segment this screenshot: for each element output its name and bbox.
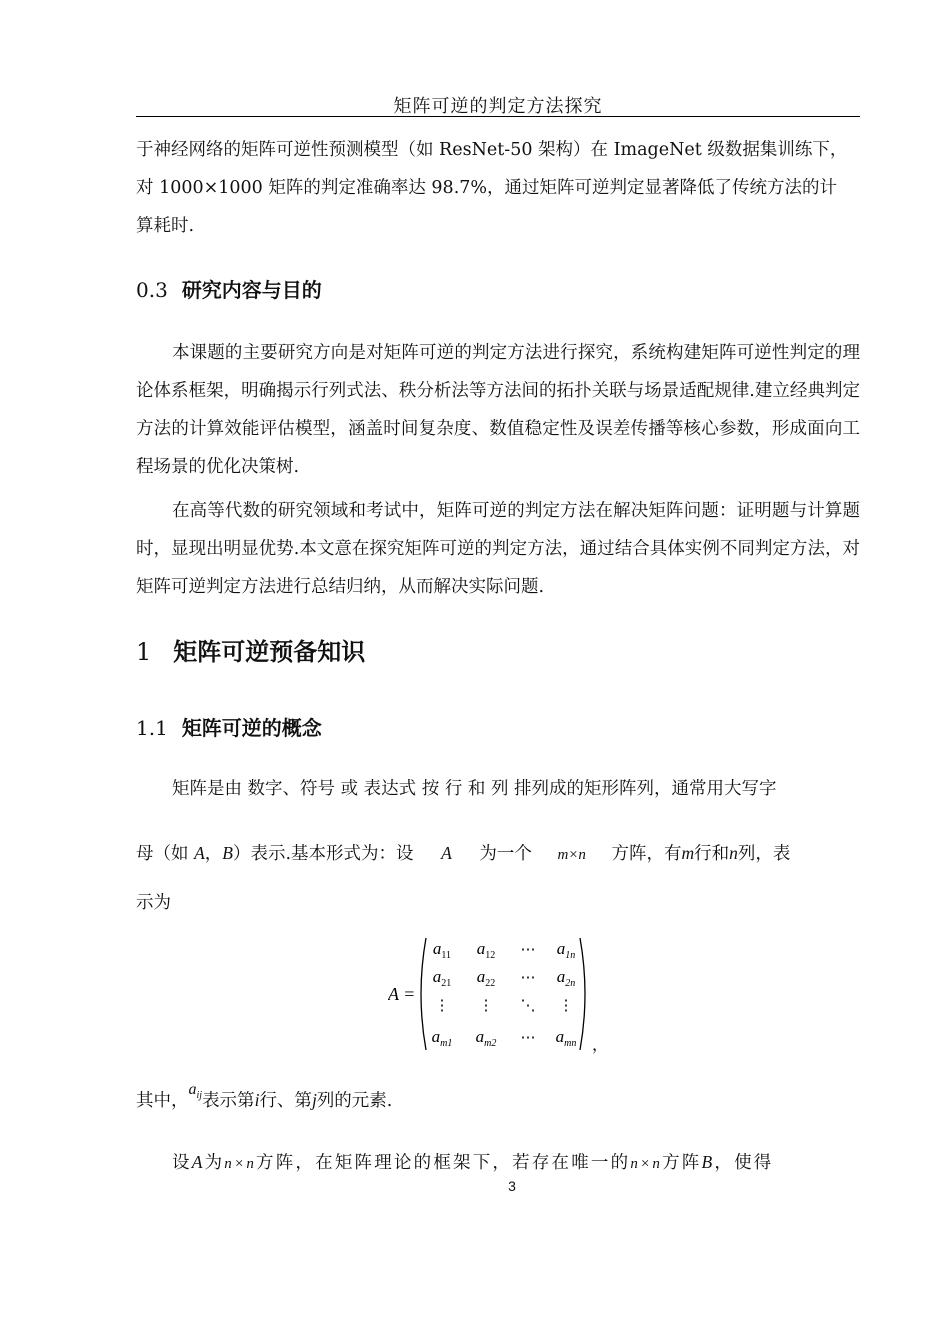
matrix-lhs: A = xyxy=(388,984,416,1004)
var-A: A xyxy=(194,843,205,863)
concept-line-3: 示为 xyxy=(136,893,171,913)
matrix-entry: ⋯ xyxy=(520,942,536,958)
intro-line-3: 算耗时. xyxy=(136,216,195,236)
matrix-entry: $a_{1n}$ xyxy=(556,939,576,961)
research-paragraph-2: 在高等代数的研究领域和考试中，矩阵可逆的判定方法在解决矩阵问题：证明题与计算题时，显现出明显优势.本文意在探究矩阵可逆的判定方法，通过结合具体实例不同判定方法，对矩阵可逆判定方法进行总结归纳，从而解决实际问题. xyxy=(136,501,860,597)
section-0-3-heading xyxy=(136,274,322,303)
var-A: A xyxy=(191,1152,205,1172)
section-number: 0.3 xyxy=(136,278,168,302)
var-nxn: n×n xyxy=(224,1156,257,1172)
text-run: ）表示.基本形式为：设 xyxy=(232,844,420,864)
matrix-entry: ⋮ xyxy=(478,998,494,1014)
text-run: 方阵，在矩阵理论的框架下，若存在唯一的 xyxy=(256,1153,631,1173)
matrix-trailing-comma: ， xyxy=(592,1035,608,1054)
matrix-entry: $a_{21}$ xyxy=(432,967,452,989)
matrix-entry: ⋮ xyxy=(558,998,574,1014)
var-i: i xyxy=(254,1090,260,1110)
var-A: A xyxy=(441,843,452,863)
definition-paragraph xyxy=(136,1143,860,1183)
matrix-entry: $a_{22}$ xyxy=(476,967,496,989)
text-run: 为 xyxy=(204,1153,225,1173)
text-run: 行、第 xyxy=(259,1091,312,1111)
left-paren xyxy=(421,938,426,1050)
matrix-entry: ⋯ xyxy=(520,1030,536,1046)
text-run: ，使得 xyxy=(714,1153,774,1173)
matrix-svg xyxy=(388,934,608,1054)
text-run: 方阵，有 xyxy=(605,844,682,864)
intro-paragraph xyxy=(136,131,860,245)
text-run: 为一个 xyxy=(473,844,538,864)
page-number: 3 xyxy=(508,1178,516,1194)
var-j: j xyxy=(311,1090,317,1110)
section-number: 1.1 xyxy=(136,716,168,740)
text-run: 表示第 xyxy=(202,1091,255,1111)
header-rule xyxy=(136,116,860,117)
matrix-entry: $a_{m2}$ xyxy=(475,1027,497,1049)
chapter-1-heading xyxy=(136,632,365,667)
section-1-1-heading xyxy=(136,712,322,741)
matrix-equation xyxy=(388,934,608,1054)
research-paragraph-1: 本课题的主要研究方向是对矩阵可逆的判定方法进行探究，系统构建矩阵可逆性判定的理论体系框架，明确揭示行列式法、秩分析法等方法间的拓扑关联与场景适配规律.建立经典判定方法的计算效能评估模型，涵盖时间复杂度、数值稳定性及误差传播等核心参数，形成面向工程场景的优化决策树. xyxy=(136,343,860,477)
section-title: 研究内容与目的 xyxy=(181,278,322,302)
var-aij-sub: ij xyxy=(196,1090,203,1102)
element-paragraph xyxy=(136,1081,860,1127)
running-header: 矩阵可逆的判定方法探究 xyxy=(393,96,603,117)
text-run: 列的元素. xyxy=(316,1091,393,1111)
concept-paragraph xyxy=(136,770,860,922)
right-paren xyxy=(580,938,585,1050)
chapter-title: 矩阵可逆预备知识 xyxy=(173,638,366,666)
var-B: B xyxy=(222,843,233,863)
matrix-entry: $a_{12}$ xyxy=(476,939,496,961)
matrix-cells xyxy=(432,939,577,1049)
text-run: 方阵 xyxy=(662,1153,702,1173)
intro-line-2: 对 1000×1000 矩阵的判定准确率达 98.7%，通过矩阵可逆判定显著降低了传统方法的计 xyxy=(136,178,838,198)
matrix-entry: $a_{11}$ xyxy=(432,939,452,961)
matrix-entry: $a_{m1}$ xyxy=(431,1027,453,1049)
matrix-entry: ⋮ xyxy=(434,998,450,1014)
var-mxn: m×n xyxy=(557,847,586,863)
matrix-entry: $a_{mn}$ xyxy=(555,1027,577,1049)
text-run: 行和 xyxy=(694,844,730,864)
text-run: ， xyxy=(204,844,223,864)
text-run: 设 xyxy=(172,1153,192,1173)
matrix-entry: ⋱ xyxy=(520,998,536,1014)
text-run: 列，表 xyxy=(737,844,791,864)
var-aij: $a_{ij}$ xyxy=(188,1081,203,1102)
concept-line-1: 矩阵是由 数字、符号 或 表达式 按 行 和 列 排列成的矩形阵列，通常用大写字 xyxy=(172,779,777,799)
text-run: 其中， xyxy=(136,1091,189,1111)
matrix-entry: $a_{2n}$ xyxy=(556,967,576,989)
var-B: B xyxy=(701,1152,715,1172)
text-run: 母（如 xyxy=(136,844,195,864)
var-nxn: n×n xyxy=(630,1156,663,1172)
matrix-entry: ⋯ xyxy=(520,970,536,986)
chapter-number: 1 xyxy=(136,638,152,666)
var-m: m xyxy=(681,843,695,863)
concept-line-2 xyxy=(136,834,860,874)
section-title: 矩阵可逆的概念 xyxy=(181,716,322,740)
var-n: n xyxy=(729,843,738,863)
intro-line-1: 于神经网络的矩阵可逆性预测模型（如 ResNet-50 架构）在 ImageNet 级数据集训练下， xyxy=(136,140,848,160)
